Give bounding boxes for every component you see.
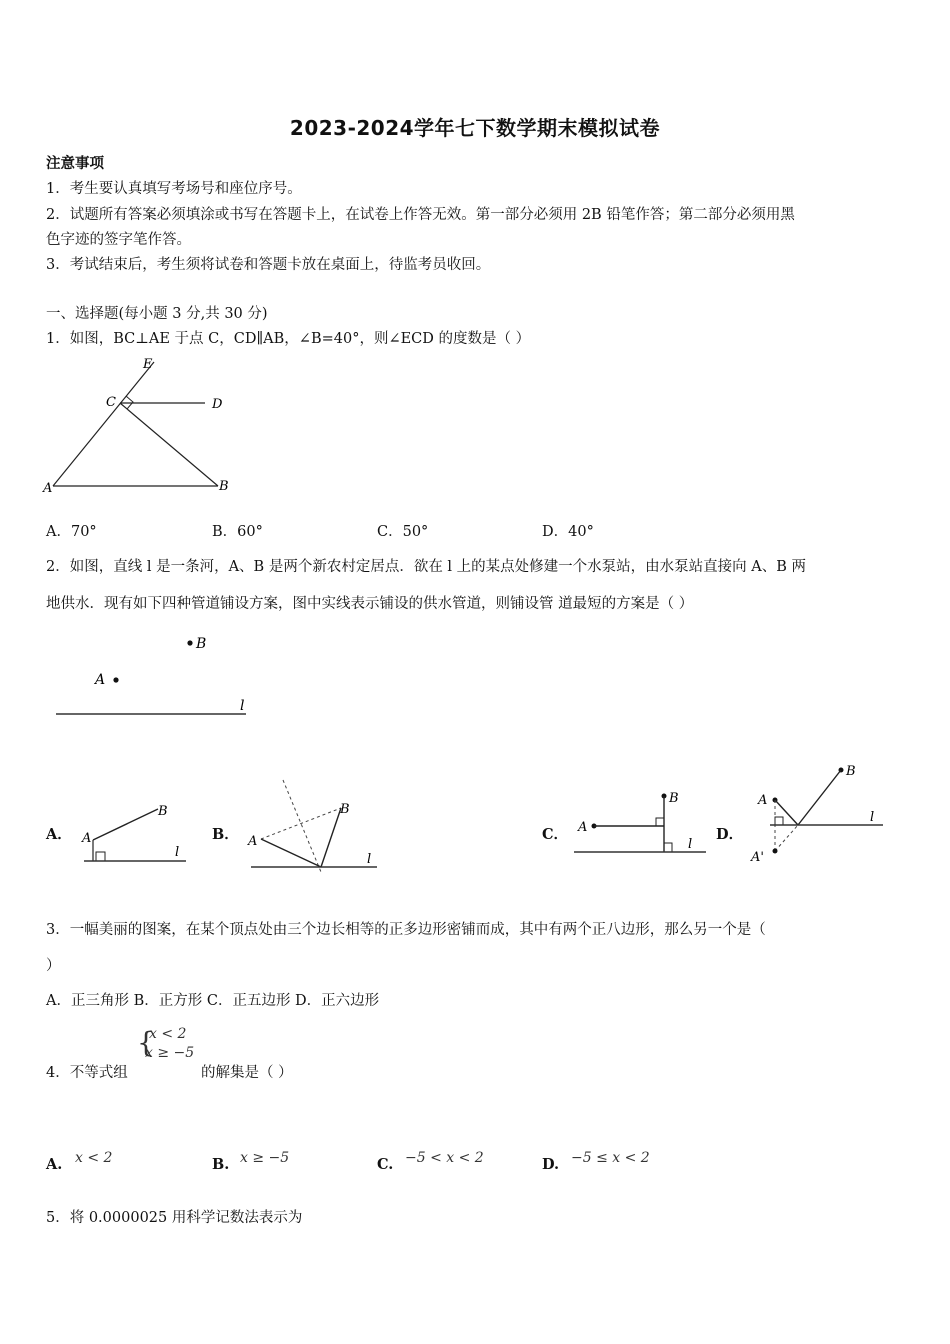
q4-option-d[interactable]: D. bbox=[542, 1156, 560, 1173]
fig-label-a: A bbox=[95, 672, 106, 688]
line-ae bbox=[53, 362, 154, 486]
q2-option-a-figure bbox=[78, 798, 193, 870]
q4-inequality-system: { x < 2 x ≥ −5 bbox=[137, 1026, 195, 1061]
q3-options[interactable]: A．正三角形 B．正方形 C．正五边形 D．正六边形 bbox=[46, 993, 380, 1009]
svg-text:l: l bbox=[688, 837, 693, 852]
q2-option-d-figure bbox=[745, 755, 890, 875]
q2-stem-2: 地供水．现有如下四种管道铺设方案，图中实线表示铺设的供水管道，则铺设管 道最短的方案是（ ） bbox=[46, 596, 694, 612]
q1-option-c[interactable]: C．50° bbox=[377, 524, 429, 540]
fig-label-l: l bbox=[240, 698, 245, 714]
svg-text:A': A' bbox=[751, 850, 764, 865]
q4-option-d-math: −5 ≤ x < 2 bbox=[571, 1150, 650, 1166]
notice-item-2b: 色字迹的签字笔作答。 bbox=[46, 232, 191, 248]
svg-text:A: A bbox=[82, 831, 92, 846]
q2-option-d[interactable]: D． bbox=[716, 826, 744, 843]
q5-stem: 5．将 0.0000025 用科学记数法表示为 bbox=[46, 1210, 303, 1226]
point-b bbox=[187, 640, 192, 645]
q4-option-a-math: x < 2 bbox=[75, 1150, 113, 1166]
q3-stem-1: 3．一幅美丽的图案，在某个顶点处由三个边长相等的正多边形密铺而成，其中有两个正八边形，那么另一个是（ bbox=[46, 922, 766, 938]
q2-main-figure bbox=[50, 630, 260, 720]
q4-stem-before: 4．不等式组 bbox=[46, 1065, 128, 1081]
label-d: D bbox=[212, 397, 223, 412]
q2-option-c[interactable]: C． bbox=[542, 826, 569, 843]
q4-stem-after: 的解集是（ ） bbox=[201, 1065, 293, 1081]
notice-item-1: 1．考生要认真填写考场号和座位序号。 bbox=[46, 181, 302, 197]
label-e: E bbox=[143, 357, 153, 372]
label-b: B bbox=[219, 479, 229, 494]
svg-text:B: B bbox=[340, 802, 350, 817]
q2-option-c-figure bbox=[570, 785, 710, 860]
svg-text:A: A bbox=[248, 834, 258, 849]
notice-item-3: 3．考试结束后，考生须将试卷和答题卡放在桌面上，待监考员收回。 bbox=[46, 257, 491, 273]
point-a bbox=[113, 677, 118, 682]
svg-text:l: l bbox=[870, 810, 875, 825]
q1-option-a[interactable]: A．70° bbox=[46, 524, 97, 540]
q4-system-line-2: x ≥ −5 bbox=[145, 1045, 195, 1061]
q4-system-line-1: x < 2 bbox=[149, 1026, 187, 1042]
notice-heading: 注意事项 bbox=[46, 155, 104, 172]
svg-text:B: B bbox=[846, 764, 856, 779]
svg-text:B: B bbox=[669, 791, 679, 806]
q4-option-c-math: −5 < x < 2 bbox=[405, 1150, 484, 1166]
svg-text:A: A bbox=[758, 793, 768, 808]
q2-option-b[interactable]: B． bbox=[212, 826, 239, 843]
q4-option-b-math: x ≥ −5 bbox=[240, 1150, 290, 1166]
q4-option-b[interactable]: B. bbox=[212, 1156, 230, 1173]
q2-option-a[interactable]: A． bbox=[46, 826, 72, 843]
svg-text:A: A bbox=[578, 820, 588, 835]
q4-option-a[interactable]: A. bbox=[46, 1156, 63, 1173]
fig-label-b: B bbox=[196, 636, 207, 652]
svg-text:B: B bbox=[158, 804, 168, 819]
line-cb bbox=[120, 403, 218, 486]
q1-stem: 1．如图，BC⊥AE 于点 C，CD∥AB，∠B=40°，则∠ECD 的度数是（ ） bbox=[46, 331, 531, 347]
q1-option-d[interactable]: D．40° bbox=[542, 524, 594, 540]
q2-stem-1: 2．如图，直线 l 是一条河，A、B 是两个新农村定居点．欲在 l 上的某点处修建一个水泵站，由水泵站直接向 A、B 两 bbox=[46, 559, 807, 575]
page-title: 2023-2024学年七下数学期末模拟试卷 bbox=[289, 116, 661, 140]
notice-item-2a: 2．试题所有答案必须填涂或书写在答题卡上，在试卷上作答无效。第一部分必须用 2B 铅笔作答；第二部分必须用黑 bbox=[46, 207, 795, 223]
label-c: C bbox=[106, 395, 116, 410]
label-a: A bbox=[43, 481, 53, 496]
svg-text:l: l bbox=[175, 845, 180, 860]
q1-triangle-figure bbox=[40, 350, 240, 500]
q4-option-c[interactable]: C. bbox=[377, 1156, 394, 1173]
q3-stem-2: ） bbox=[46, 958, 61, 974]
q2-option-b-figure bbox=[245, 775, 385, 875]
svg-text:l: l bbox=[367, 852, 372, 867]
q1-option-b[interactable]: B．60° bbox=[212, 524, 263, 540]
section-heading: 一、选择题(每小题 3 分,共 30 分) bbox=[46, 306, 268, 322]
